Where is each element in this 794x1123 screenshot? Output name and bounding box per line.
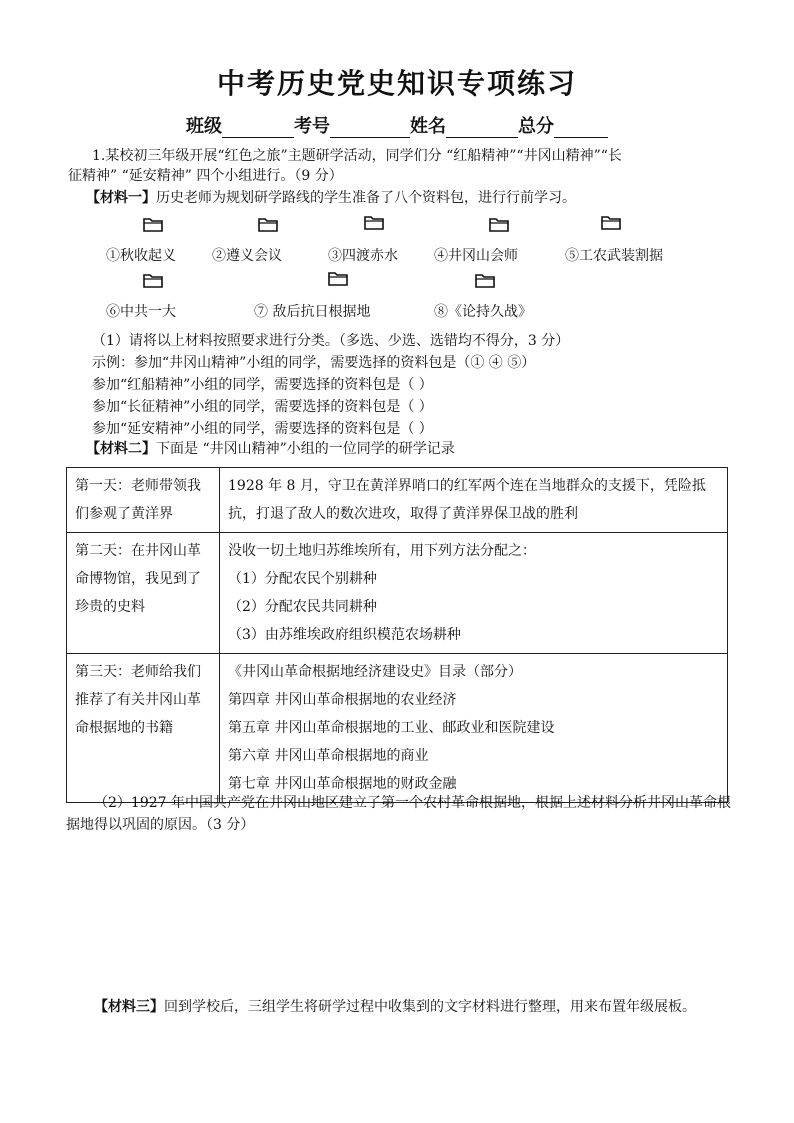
material3-label: 【材料三】 <box>94 999 164 1015</box>
number-label: 考号 <box>294 116 330 137</box>
material1-label: 【材料一】 <box>86 190 156 206</box>
material1-line <box>86 187 576 209</box>
package-8: ⑧《论持久战》 <box>434 304 532 320</box>
folder-icon[interactable] <box>328 270 348 286</box>
folder-icon[interactable] <box>475 272 495 288</box>
content-cell <box>220 533 728 654</box>
score-blank[interactable] <box>554 119 608 138</box>
day-cell: 第三天：老师给我们推荐了有关井冈山革命根据地的书籍 <box>67 654 220 803</box>
name-label: 姓名 <box>410 116 446 137</box>
content-line: 1928 年 8 月，守卫在黄洋界哨口的红军两个连在当地群众的支援下，凭险抵抗，打退了敌人的数次进攻，取得了黄洋界保卫战的胜利 <box>228 478 706 522</box>
research-record-table <box>66 467 728 803</box>
ask-long-march[interactable]: 参加“长征精神”小组的同学，需要选择的资料包是（ ） <box>92 399 433 415</box>
folder-icon[interactable] <box>143 272 163 288</box>
content-line: （3）由苏维埃政府组织模范农场耕种 <box>228 627 461 643</box>
package-4: ④井冈山会师 <box>434 248 518 264</box>
folder-icon[interactable] <box>364 214 384 230</box>
folder-icon[interactable] <box>601 214 621 230</box>
example-line: 示例：参加“井冈山精神”小组的同学，需要选择的资料包是（① ④ ⑤） <box>92 355 536 371</box>
package-3: ③四渡赤水 <box>328 248 398 264</box>
content-line: 第五章 井冈山革命根据地的工业、邮政业和医院建设 <box>228 720 555 736</box>
folder-icon[interactable] <box>258 216 278 232</box>
table-row <box>67 654 728 803</box>
question-intro-line2: 征精神” “延安精神” 四个小组进行。（9 分） <box>68 168 343 184</box>
content-line: （1）分配农民个别耕种 <box>228 571 377 587</box>
sub-question-1: （1）请将以上材料按照要求进行分类。（多选、少选、选错均不得分，3 分） <box>92 333 570 349</box>
package-5: ⑤工农武装割据 <box>565 248 663 264</box>
ask-yanan[interactable]: 参加“延安精神”小组的同学，需要选择的资料包是（ ） <box>92 421 433 437</box>
name-blank[interactable] <box>446 119 518 138</box>
class-blank[interactable] <box>222 119 294 138</box>
student-info-line <box>0 112 794 138</box>
folder-icon[interactable] <box>143 216 163 232</box>
class-label: 班级 <box>186 116 222 137</box>
table-row <box>67 533 728 654</box>
package-2: ②遵义会议 <box>212 248 282 264</box>
material1-text: 历史老师为规划研学路线的学生准备了八个资料包，进行行前学习。 <box>156 190 576 206</box>
folder-icon[interactable] <box>489 216 509 232</box>
sub-question-2: （2）1927 年中国共产党在井冈山地区建立了第一个农村革命根据地，根据上述材料分析井冈山革命根据地得以巩固的原因。（3 分） <box>66 795 731 833</box>
material3-paragraph <box>66 996 732 1018</box>
number-blank[interactable] <box>330 119 410 138</box>
material2-line <box>86 438 455 460</box>
page-title: 中考历史党史知识专项练习 <box>216 67 577 100</box>
content-line: 《井冈山革命根据地经济建设史》目录（部分） <box>228 664 522 680</box>
package-6: ⑥中共一大 <box>106 304 176 320</box>
package-7: ⑦ 敌后抗日根据地 <box>254 304 371 320</box>
content-cell <box>220 654 728 803</box>
table-row <box>67 468 728 533</box>
ask-red-boat[interactable]: 参加“红船精神”小组的同学，需要选择的资料包是（ ） <box>92 377 433 393</box>
material2-text: 下面是 “井冈山精神”小组的一位同学的研学记录 <box>156 441 455 457</box>
content-line: 没收一切土地归苏维埃所有，用下列方法分配之： <box>228 543 536 559</box>
day-cell: 第一天：老师带领我们参观了黄洋界 <box>67 468 220 533</box>
material3-text: 回到学校后，三组学生将研学过程中收集到的文字材料进行整理，用来布置年级展板。 <box>164 999 696 1015</box>
content-line: 第四章 井冈山革命根据地的农业经济 <box>228 692 457 708</box>
material2-label: 【材料二】 <box>86 441 156 457</box>
content-cell <box>220 468 728 533</box>
day-cell: 第二天：在井冈山革命博物馆，我见到了珍贵的史料 <box>67 533 220 654</box>
content-line: 第六章 井冈山革命根据地的商业 <box>228 748 429 764</box>
content-line: 第七章 井冈山革命根据地的财政金融 <box>228 776 457 792</box>
content-line: （2）分配农民共同耕种 <box>228 599 377 615</box>
question-intro-line1: 1.某校初三年级开展“红色之旅”主题研学活动，同学们分 “红船精神”“井冈山精神”“长 <box>92 148 622 164</box>
score-label: 总分 <box>518 116 554 137</box>
package-1: ①秋收起义 <box>106 248 176 264</box>
